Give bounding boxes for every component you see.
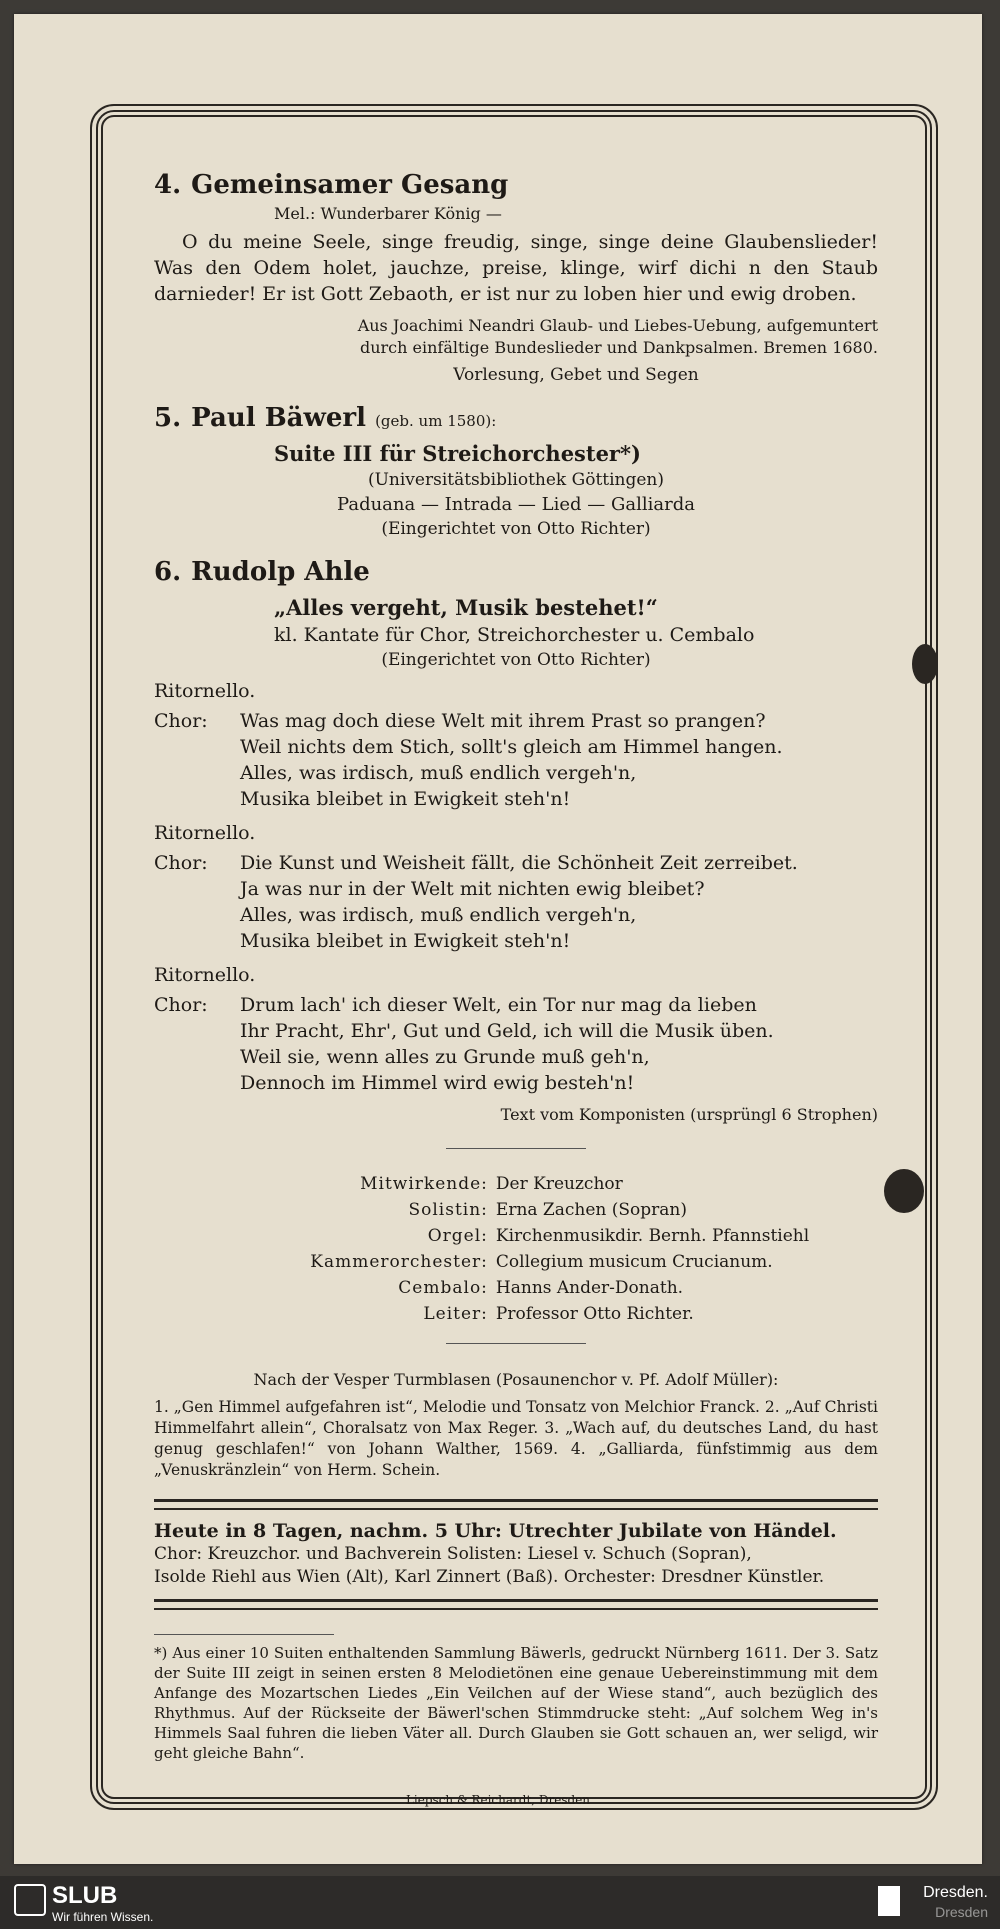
turmblasen-intro: Nach der Vesper Turmblasen (Posaunenchor v. Pf. Adolf Müller): [253,1370,779,1389]
arranger-note: (Eingerichtet von Otto Richter) [381,519,651,539]
arranger-note: (Eingerichtet von Otto Richter) [381,650,651,670]
slub-logo-text[interactable]: SLUB [52,1882,118,1909]
dresden-logo-reflection: Dresden [935,1904,988,1920]
punch-hole [912,644,938,684]
source-line: Aus Joachimi Neandri Glaub- und Liebes-Uebung, aufgemuntert [357,316,878,335]
footnote-rule [154,1634,334,1635]
chor-label: Chor: [154,852,208,874]
stanza-line: Weil nichts dem Stich, sollt's gleich am Himmel hangen. [240,736,783,758]
work-description: kl. Kantate für Chor, Streichorchester u. Cembalo [274,624,755,646]
chor-stanza [154,992,878,1096]
stanza-line: Alles, was irdisch, muß endlich vergeh'n, [240,762,637,784]
ritornello-label: Ritornello. [154,964,256,986]
announcement-headline: Heute in 8 Tagen, nachm. 5 Uhr: Utrechter Jubilate von Händel. [154,1520,837,1542]
section-heading: 6. Rudolp Ahle [154,557,370,587]
performer-role: Solistin: [408,1200,488,1220]
document-page [14,14,982,1864]
performer-name: Collegium musicum Crucianum. [495,1252,773,1272]
dresden-logo-text[interactable]: Dresden. [923,1884,988,1901]
text-source-note: Text vom Komponisten (ursprüngl 6 Strophen) [500,1105,878,1124]
performer-role: Kammerorchester: [310,1252,488,1272]
printer-imprint: Liepsch & Reichardt, Dresden [405,1793,591,1807]
performer-name: Kirchenmusikdir. Bernh. Pfannstiehl [495,1226,810,1246]
stanza-line: Ja was nur in der Welt mit nichten ewig bleibet? [240,878,705,900]
slub-logo-icon [14,1884,46,1916]
chor-label: Chor: [154,994,208,1016]
section-heading: 4. Gemeinsamer Gesang [154,170,509,200]
ritornello-label: Ritornello. [154,680,256,702]
performers-list [194,1171,878,1327]
movements: Paduana — Intrada — Lied — Galliarda [337,494,695,515]
announcement-line: Isolde Riehl aus Wien (Alt), Karl Zinnert (Baß). Orchester: Dresdner Künstler. [154,1567,825,1587]
double-rule [154,1499,878,1510]
stanza-line: Die Kunst und Weisheit fällt, die Schönheit Zeit zerreibet. [240,852,798,874]
source-line: durch einfältige Bundeslieder und Dankpsalmen. Bremen 1680. [359,338,878,357]
program-content [154,170,878,1763]
divider [446,1148,586,1149]
performer-name: Erna Zachen (Sopran) [495,1200,687,1220]
chor-label: Chor: [154,710,208,732]
performer-role: Mitwirkende: [360,1174,488,1194]
work-title: „Alles vergeht, Musik bestehet!“ [274,595,658,620]
performer-role: Cembalo: [398,1278,488,1298]
reading-line: Vorlesung, Gebet und Segen [453,365,699,385]
double-rule [154,1599,878,1610]
performer-role: Orgel: [427,1226,488,1246]
punch-hole [884,1169,924,1213]
slub-tagline: Wir führen Wissen. [52,1910,154,1924]
stanza-line: Dennoch im Himmel wird ewig besteh'n! [240,1072,635,1094]
section-heading: 5. Paul Bäwerl (geb. um 1580): [154,403,497,433]
stanza-line: Musika bleibet in Ewigkeit steh'n! [240,788,571,810]
stanza-line: Ihr Pracht, Ehr', Gut und Geld, ich will die Musik üben. [240,1020,774,1042]
announcement-line: Chor: Kreuzchor. und Bachverein Solisten: Liesel v. Schuch (Sopran), [154,1544,752,1564]
performer-name: Der Kreuzchor [495,1174,623,1194]
performer-role: Leiter: [423,1304,488,1324]
stanza-line: Drum lach' ich dieser Welt, ein Tor nur mag da lieben [240,994,757,1016]
chor-stanza [154,850,878,954]
divider [446,1343,586,1344]
stanza-line: Weil sie, wenn alles zu Grunde muß geh'n, [240,1046,650,1068]
chor-stanza [154,708,878,812]
stanza-line: Was mag doch diese Welt mit ihrem Prast so prangen? [240,710,766,732]
work-title: Suite III für Streichorchester*) [274,441,641,466]
melody-note: Mel.: Wunderbarer König — [274,204,502,223]
performer-name: Professor Otto Richter. [495,1304,694,1324]
stanza-line: Alles, was irdisch, muß endlich vergeh'n, [240,904,637,926]
library-note: (Universitätsbibliothek Göttingen) [367,470,665,490]
library-bar [0,1876,1000,1929]
performer-name: Hanns Ander-Donath. [495,1278,684,1298]
turmblasen-program: 1. „Gen Himmel aufgefahren ist“, Melodie und Tonsatz von Melchior Franck. 2. „Auf Christi Himmelfahrt allein“, Choralsatz von Max Reger. 3. „Wach auf, du deutsches Land, du hast genug geschlafen!“ von Johann Walther, 1569. 4. „Galliarda, fünfstimmig aus dem „Venuskränzlein“ von Herm. Schein. [154,1398,878,1479]
stanza-line: Musika bleibet in Ewigkeit steh'n! [240,930,571,952]
ritornello-label: Ritornello. [154,822,256,844]
hymn-verse: O du meine Seele, singe freudig, singe, singe deine Glaubenslieder! Was den Odem holet, jauchze, preise, klinge, wirf dichi n den Staub darnieder! Er ist Gott Zebaoth, er ist nur zu loben hier und ewig droben. [154,231,878,305]
dresden-crest-icon [878,1886,900,1916]
footnote: *) Aus einer 10 Suiten enthaltenden Sammlung Bäwerls, gedruckt Nürnberg 1611. Der 3. Satz der Suite III zeigt in seinen ersten 8 Melodietönen eine genaue Uebereinstimmung mit dem Anfange des Mozartschen Liedes „Ein Veilchen auf der Wiese stand“, auch bezüglich des Rhythmus. Auf der Rückseite der Bäwerl'schen Stimmdrucke steht: „Auf solchem Weg in's Himmels Saal fuhren die lieben Väter all. Durch Glauben sie Gott schauen an, wer seligd, wir geht gleiche Bahn“. [154,1644,878,1762]
